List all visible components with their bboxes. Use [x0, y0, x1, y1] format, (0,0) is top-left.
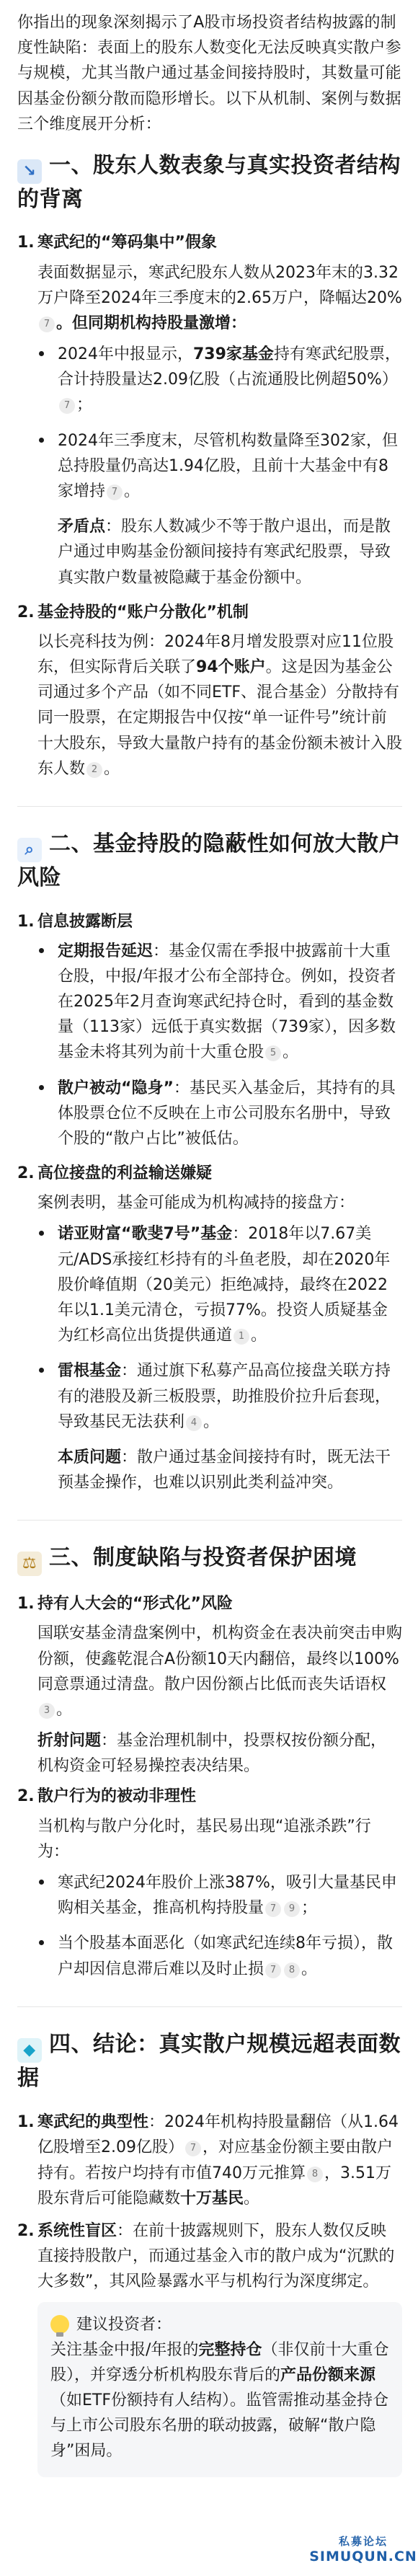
- citation-badge[interactable]: 7: [265, 1962, 281, 1978]
- list-item: 雷根基金：通过旗下私募产品高位接盘关联方持有的港股及新三板股票，助推股价拉升后套现，导致基民无法获利 4 。: [37, 1358, 402, 1435]
- answer-content: [0, 7, 418, 2477]
- list-item: 寒武纪2024年股价上涨387%，吸引大量基民申购相关基金，推高机构持股量 7 9 ；: [37, 1870, 402, 1921]
- citation-badge[interactable]: 9: [284, 1901, 300, 1917]
- s1-item-1-bullets: [17, 342, 402, 504]
- citation-badge[interactable]: 8: [307, 2166, 323, 2182]
- list-item: 2024年中报显示，739家基金持有寒武纪股票，合计持股量达2.09亿股（占流通股比例超50%）7 ；: [37, 342, 402, 418]
- section-divider: [17, 1520, 402, 1521]
- chart-down-icon: ↘: [17, 159, 42, 184]
- s3-item-1-heading: 1. 持有人大会的“形式化”风险: [17, 1595, 233, 1614]
- section-1-title: ↘ 一、股东人数表象与真实投资者结构的背离: [17, 152, 401, 212]
- citation-badge[interactable]: 7: [59, 398, 75, 414]
- section-3-title: ⚖ 三、制度缺陷与投资者保护困境: [17, 1542, 402, 1576]
- gem-icon: ◆: [17, 2038, 42, 2063]
- citation-badge[interactable]: 4: [186, 1415, 202, 1431]
- citation-badge[interactable]: 7: [107, 484, 123, 500]
- citation-badge[interactable]: 5: [265, 1045, 281, 1061]
- citation-badge[interactable]: 3: [39, 1703, 55, 1719]
- investor-tip-box: 建议投资者： 关注基金中报/年报的完整持仓（非仅前十大重仓股），并穿透分析机构股东背后的产品份额来源（如ETF份额持有人结构）。监管需推动基金持仓与上市公司股东名册的联动披露，破解“散户隐身”困局。: [37, 2302, 402, 2477]
- section-3: [17, 1542, 402, 1981]
- tip-text: 关注基金中报/年报的完整持仓（非仅前十大重仓股），并穿透分析机构股东背后的产品份额来源（如ETF份额持有人结构）。监管需推动基金持仓与上市公司股东名册的联动披露，破解“散户隐身”困局。: [50, 2340, 389, 2461]
- s2-essence-note: 本质问题：散户通过基金间接持有时，既无法干预基金操作，也难以识别此类利益冲突。: [58, 1448, 391, 1492]
- citation-badge[interactable]: 7: [185, 2141, 201, 2156]
- section-divider: [17, 806, 402, 807]
- section-2-title: ⌕ 二、基金持股的隐蔽性如何放大散户风险: [17, 831, 401, 890]
- list-item: 定期报告延迟：基金仅需在季报中披露前十大重仓股，中报/年报才公布全部持仓。例如，投资者在2025年2月查询寒武纪持仓时，看到的基金数量（113家）远低于真实数据（739家），因多数基金未将其列为前十大重仓股 5 。: [37, 939, 402, 1066]
- citation-badge[interactable]: 2: [86, 762, 102, 778]
- s2-item-2-body: 案例表明，基金可能成为机构减持的接盘方：: [37, 1194, 355, 1213]
- intro-paragraph: 你指出的现象深刻揭示了A股市场投资者结构披露的制度性缺陷：表面上的股东人数变化无法反映真实散户参与规模，尤其当散户通过基金间接持股时，其数量可能因基金份额分散而隐形增长。以下从机制、案例与数据三个维度展开分析：: [17, 14, 401, 133]
- s1-contradiction-note: 矛盾点：股东人数减少不等于散户退出，而是散户通过申购基金份额间接持有寒武纪股票，导致真实散户数量被隐藏于基金份额中。: [58, 518, 391, 587]
- s3-item-2-heading: 2. 散户行为的被动非理性: [17, 1787, 197, 1806]
- s2-item-2-heading: 2. 高位接盘的利益输送嫌疑: [17, 1164, 213, 1183]
- scale-icon: ⚖: [17, 1552, 42, 1576]
- s1-item-1-body: 表面数据显示，寒武纪股东人数从2023年末的3.32万户降至2024年三季度末的2.65万户，降幅达20%7 。但同期机构持股量激增：: [37, 263, 402, 332]
- citation-badge[interactable]: 8: [284, 1962, 300, 1978]
- s2-item-2-bullets: [17, 1221, 402, 1435]
- section-divider: [17, 2006, 402, 2007]
- section-1: [17, 150, 402, 782]
- section-4-title: ◆ 四、结论：真实散户规模远超表面数据: [17, 2031, 401, 2091]
- s1-item-2-body: 以长亮科技为例：2024年8月增发股票对应11位股东，但实际背后关联了94个账户。这是因为基金公司通过多个产品（如不同ETF、混合基金）分散持有同一股票，在定期报告中仅按“单一证件号”统计前十大股东，导致大量散户持有的基金份额未被计入股东人数 2 。: [37, 632, 403, 778]
- s2-item-1-bullets: [17, 939, 402, 1152]
- watermark-top-text: 私募论坛: [338, 2534, 388, 2548]
- section-4: [17, 2029, 402, 2477]
- watermark-text: SIMUQUN.CN: [309, 2548, 417, 2564]
- s1-item-2-heading: 2. 基金持股的“账户分散化”机制: [17, 603, 249, 621]
- s4-item-2: 2. 系统性盲区：在前十披露规则下，股东人数仅反映直接持股散户，而通过基金入市的散户成为“沉默的大多数”，其风险暴露水平与机构行为深度绑定。: [17, 2221, 395, 2291]
- list-item: 散户被动“隐身”：基民买入基金后，其持有的具体股票仓位不反映在上市公司股东名册中，导致个股的“散户占比”被低估。: [37, 1076, 402, 1152]
- watermark-logo-icon: [309, 2526, 417, 2572]
- s4-item-1: 1. 寒武纪的典型性：2024年机构持股量翻倍（从1.64亿股增至2.09亿股） 7 ，对应基金份额主要由散户持有。若按户均持有市值740万元推算 8 ，3.51万股东背后可能隐藏数十万基民。: [17, 2113, 399, 2208]
- list-item: 当个股基本面恶化（如寒武纪连续8年亏损），散户却因信息滞后难以及时止损 7 8 。: [37, 1931, 402, 1981]
- s1-item-1-heading: 1. 寒武纪的“筹码集中”假象: [17, 234, 217, 252]
- list-item: 诺亚财富“歌斐7号”基金：2018年以7.67美元/ADS承接红杉持有的斗鱼老股，却在2020年股价峰值期（20美元）拒绝减持，最终在2022年以1.1美元清仓，亏损77%。投资人质疑基金为红杉高位出货提供通道 1 。: [37, 1221, 402, 1348]
- citation-badge[interactable]: 7: [265, 1901, 281, 1917]
- s3-item-1-body: 国联安基金清盘案例中，机构资金在表决前突击申购份额，使鑫乾混合A份额10天内翻倍，最终以100%同意票通过清盘。散户因份额占比低而丧失话语权3 。 折射问题：基金治理机制中，投票权按份额分配，机构资金可轻易操控表决结果。: [37, 1624, 403, 1776]
- citation-badge[interactable]: 1: [234, 1329, 249, 1345]
- section-2: [17, 828, 402, 1495]
- s3-item-2-bullets: [17, 1870, 402, 1982]
- s3-item-2-body: 当机构与散户分化时，基民易出现“追涨杀跌”行为：: [37, 1817, 371, 1861]
- lightbulb-icon: [50, 2315, 69, 2334]
- top-header-remnant: [0, 0, 418, 7]
- citation-badge[interactable]: 7: [39, 317, 55, 332]
- s2-item-1-heading: 1. 信息披露断层: [17, 912, 133, 931]
- search-icon: ⌕: [17, 838, 42, 862]
- list-item: 2024年三季度末，尽管机构数量降至302家，但总持股量仍高达1.94亿股，且前十大基金中有8家增持 7 。: [37, 428, 402, 505]
